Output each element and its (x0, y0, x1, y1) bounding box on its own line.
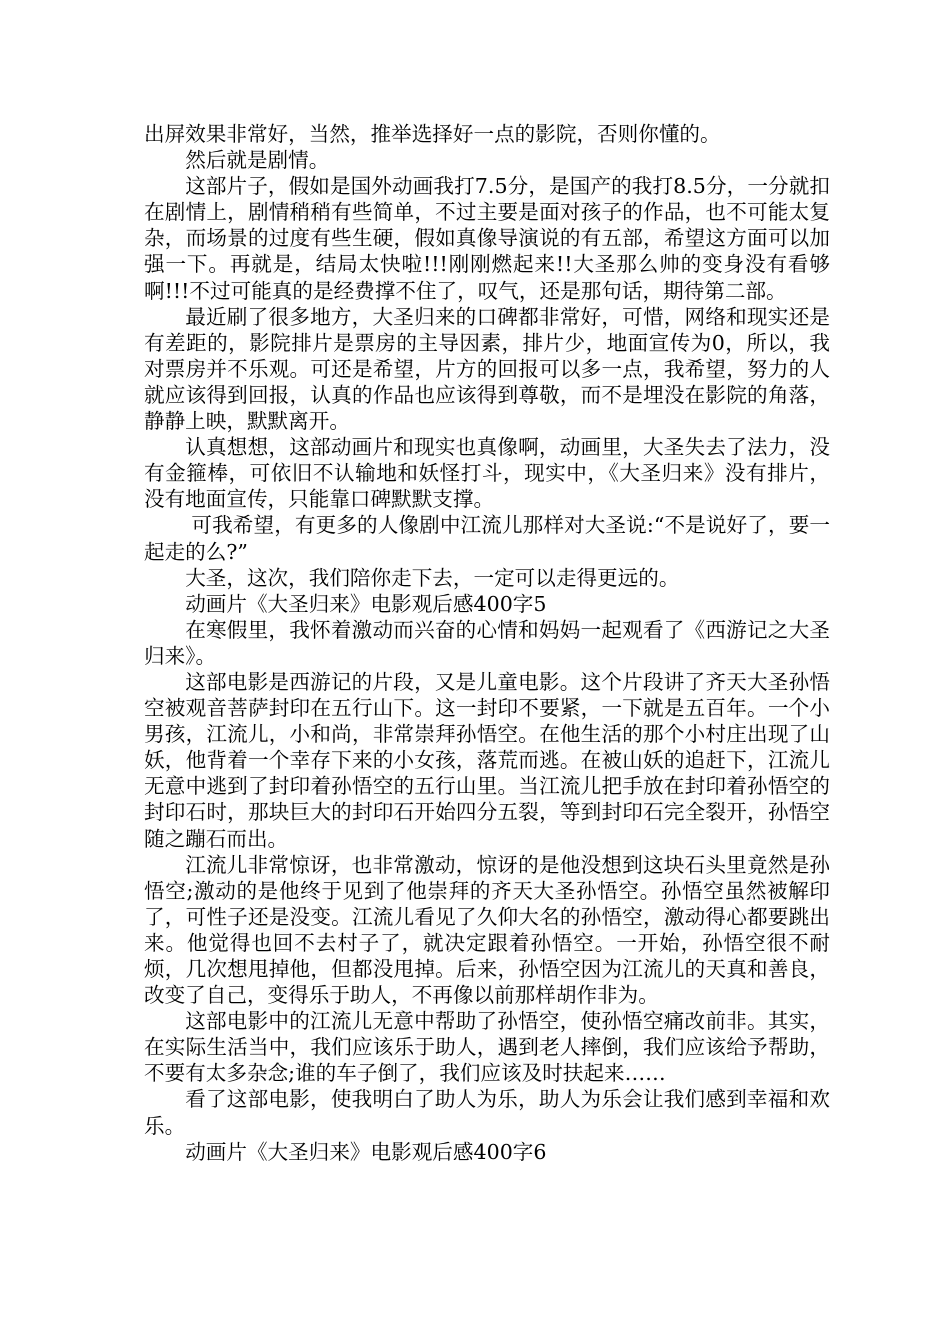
paragraph: 这部电影是西游记的片段，又是儿童电影。这个片段讲了齐天大圣孙悟空被观音菩萨封印在五行山下。这一封印不要紧，一下就是五百年。一个小男孩，江流儿，小和尚，非常崇拜孙悟空。在他生活的那个小村庄出现了山妖，他背着一个幸存下来的小女孩，落荒而逃。在被山妖的追赶下，江流儿无意中逃到了封印着孙悟空的五行山里。当江流儿把手放在封印着孙悟空的封印石时，那块巨大的封印石开始四分五裂，等到封印石完全裂开，孙悟空随之蹦石而出。 (144, 669, 830, 851)
document-body (144, 121, 830, 1165)
paragraph: 出屏效果非常好，当然，推举选择好一点的影院，否则你懂的。 (144, 122, 721, 146)
paragraph: 大圣，这次，我们陪你走下去，一定可以走得更远的。 (185, 565, 680, 590)
section-heading: 动画片《大圣归来》电影观后感400字5 (185, 591, 547, 616)
section-heading: 动画片《大圣归来》电影观后感400字6 (185, 1139, 547, 1164)
paragraph: 在寒假里，我怀着激动而兴奋的心情和妈妈一起观看了《西游记之大圣归来》。 (144, 617, 830, 668)
paragraph: 这部片子，假如是国外动画我打7.5分，是国产的我打8.5分，一分就扣在剧情上，剧情稍稍有些简单，不过主要是面对孩子的作品，也不可能太复杂，而场景的过度有些生硬，假如真像导演说的有五部，希望这方面可以加强一下。再就是，结局太快啦!!!刚刚燃起来!!大圣那么帅的变身没有看够啊!!!不过可能真的是经费撑不住了，叹气，还是那句话，期待第二部。 (144, 174, 830, 303)
paragraph: 这部电影中的江流儿无意中帮助了孙悟空，使孙悟空痛改前非。其实，在实际生活当中，我们应该乐于助人，遇到老人摔倒，我们应该给予帮助，不要有太多杂念;谁的车子倒了，我们应该及时扶起来…… (144, 1009, 830, 1086)
paragraph: 看了这部电影，使我明白了助人为乐，助人为乐会让我们感到幸福和欢乐。 (144, 1087, 830, 1138)
paragraph: 认真想想，这部动画片和现实也真像啊，动画里，大圣失去了法力，没有金箍棒，可依旧不认输地和妖怪打斗，现实中，《大圣归来》没有排片，没有地面宣传，只能靠口碑默默支撑。 (144, 435, 830, 512)
paragraph: 然后就是剧情。 (185, 148, 330, 173)
paragraph: 可我希望，有更多的人像剧中江流儿那样对大圣说:“不是说好了，要一起走的么?” (144, 513, 830, 564)
paragraph: 江流儿非常惊讶，也非常激动，惊讶的是他没想到这块石头里竟然是孙悟空;激动的是他终于见到了他崇拜的齐天大圣孙悟空。孙悟空虽然被解印了，可性子还是没变。江流儿看见了久仰大名的孙悟空，激动得心都要跳出来。他觉得也回不去村子了，就决定跟着孙悟空。一开始，孙悟空很不耐烦，几次想甩掉他，但都没甩掉。后来，孙悟空因为江流儿的天真和善良，改变了自己，变得乐于助人，不再像以前那样胡作非为。 (144, 852, 830, 1008)
paragraph: 最近刷了很多地方，大圣归来的口碑都非常好，可惜，网络和现实还是有差距的，影院排片是票房的主导因素，排片少，地面宣传为0，所以，我对票房并不乐观。可还是希望，片方的回报可以多一点，我希望，努力的人就应该得到回报，认真的作品也应该得到尊敬，而不是埋没在影院的角落，静静上映，默默离开。 (144, 304, 830, 434)
